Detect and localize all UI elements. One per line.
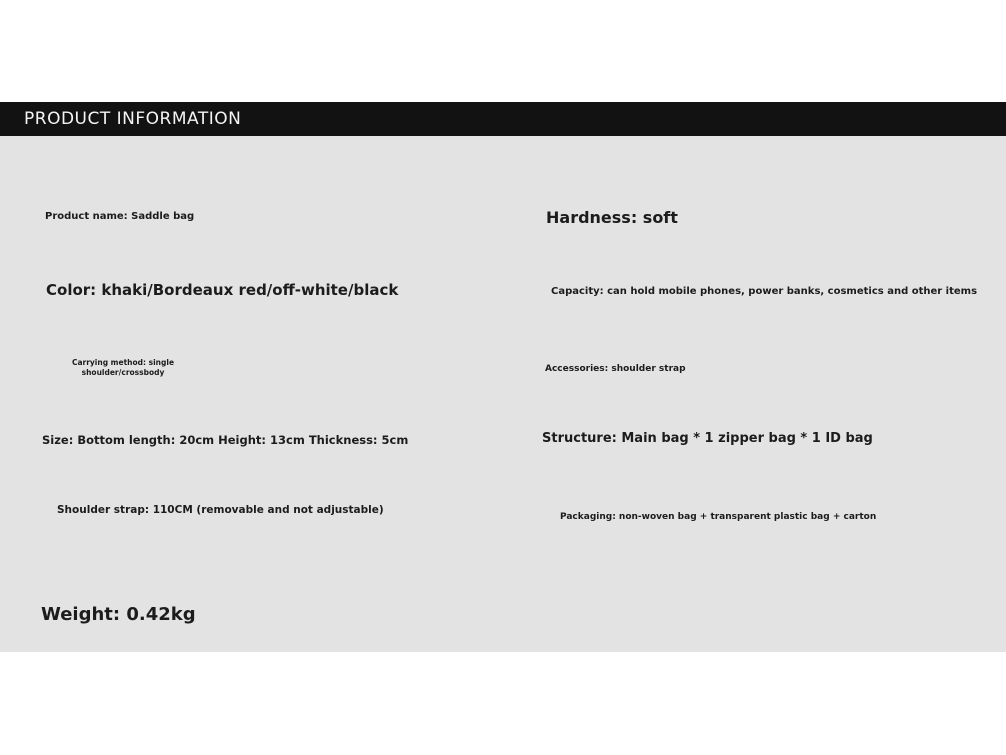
structure-field: Structure: Main bag * 1 zipper bag * 1 ID bag xyxy=(542,431,873,446)
product-info-panel xyxy=(0,136,1006,652)
product-name-field: Product name: Saddle bag xyxy=(45,211,195,222)
color-field: Color: khaki/Bordeaux red/off-white/black xyxy=(46,281,399,299)
weight-field: Weight: 0.42kg xyxy=(41,604,196,625)
packaging-field: Packaging: non-woven bag + transparent plastic bag + carton xyxy=(560,512,877,522)
header-title: PRODUCT INFORMATION xyxy=(24,109,242,129)
capacity-field: Capacity: can hold mobile phones, power banks, cosmetics and other items xyxy=(551,286,978,297)
carrying-method-field: Carrying method: single shoulder/crossbody xyxy=(71,358,175,377)
header-bar xyxy=(0,102,1006,136)
shoulder-strap-field: Shoulder strap: 110CM (removable and not adjustable) xyxy=(57,504,384,516)
size-field: Size: Bottom length: 20cm Height: 13cm Thickness: 5cm xyxy=(42,433,409,447)
hardness-field: Hardness: soft xyxy=(546,208,678,227)
accessories-field: Accessories: shoulder strap xyxy=(545,364,686,374)
